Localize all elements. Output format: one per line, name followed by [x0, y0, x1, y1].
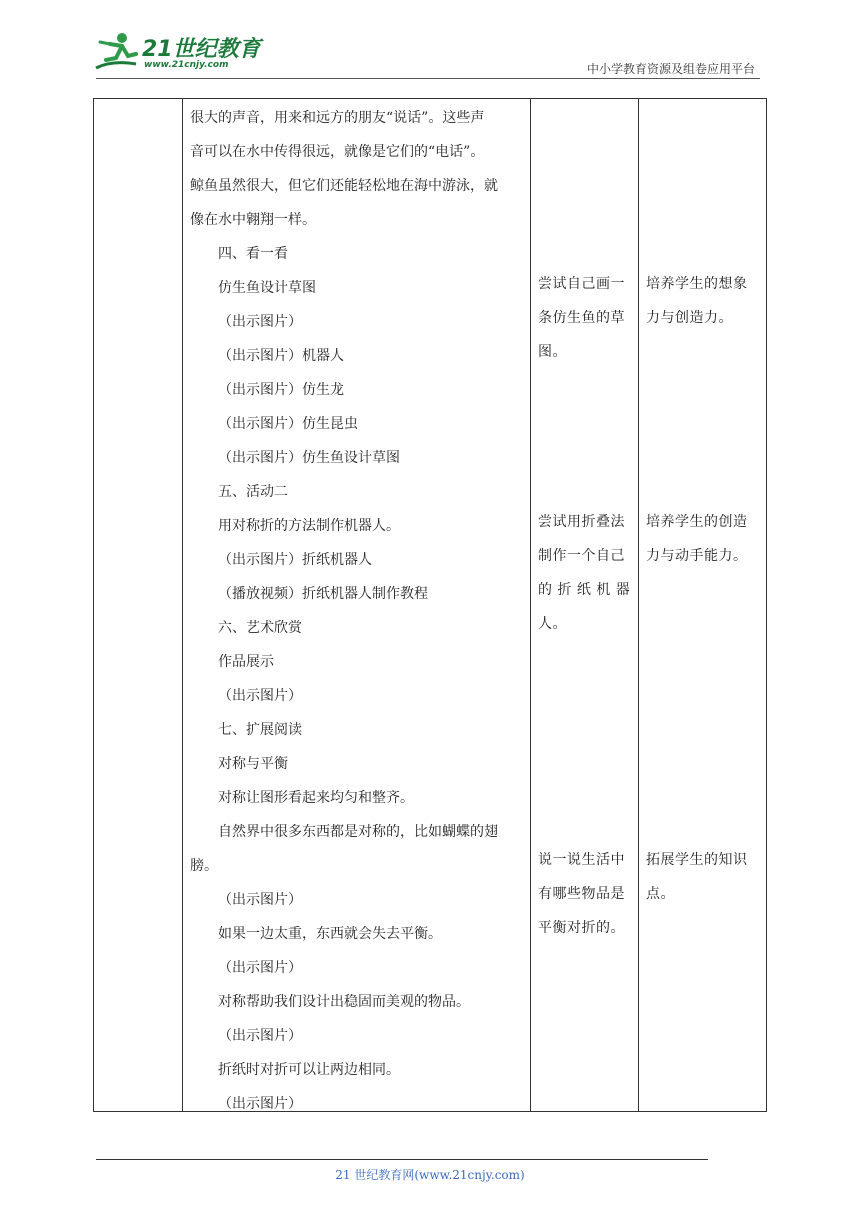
column-divider: [182, 99, 183, 1111]
process-line: （出示图片）: [218, 1028, 302, 1044]
process-line: （出示图片）: [218, 892, 302, 908]
process-line: （出示图片）: [218, 688, 302, 704]
design-intent-line: 培养学生的创造: [646, 514, 748, 530]
process-line: 膀。: [190, 858, 218, 874]
design-intent-line: 培养学生的想象: [646, 276, 748, 292]
process-line: 对称让图形看起来均匀和整齐。: [218, 790, 414, 806]
process-line: （出示图片）折纸机器人: [218, 552, 372, 568]
header-divider: [96, 78, 760, 79]
footer-divider: [96, 1159, 708, 1160]
process-line: 鲸鱼虽然很大，但它们还能轻松地在海中游泳，就: [190, 178, 498, 194]
process-line: 仿生鱼设计草图: [218, 280, 316, 296]
student-activity-line: 尝试自己画一: [538, 276, 625, 292]
student-activity-line: 有哪些物品是: [538, 886, 625, 902]
student-activity-line: 条仿生鱼的草: [538, 310, 625, 326]
student-activity-line: 尝试用折叠法: [538, 514, 625, 530]
page-header: [0, 0, 860, 80]
process-line: 四、看一看: [218, 246, 288, 262]
process-line: （出示图片）仿生鱼设计草图: [218, 450, 400, 466]
teaching-process-cell: [190, 101, 528, 1121]
process-line: （出示图片）: [218, 960, 302, 976]
process-line: 自然界中很多东西都是对称的，比如蝴蝶的翅: [218, 824, 498, 840]
process-line: 作品展示: [218, 654, 274, 670]
student-activity-line: 图。: [538, 344, 567, 360]
design-intent-cell: [646, 843, 764, 911]
process-line: 像在水中翱翔一样。: [190, 212, 316, 228]
process-line: 用对称折的方法制作机器人。: [218, 518, 400, 534]
design-intent-line: 拓展学生的知识: [646, 852, 748, 868]
design-intent-cell: [646, 505, 764, 573]
student-activity-line: 平衡对折的。: [538, 920, 625, 936]
design-intent-line: 力与创造力。: [646, 310, 733, 326]
column-divider: [638, 99, 639, 1111]
process-line: （出示图片）: [218, 314, 302, 330]
student-activity-line: 说一说生活中: [538, 852, 625, 868]
student-activity-line: 制作一个自己: [538, 548, 625, 564]
site-logo[interactable]: [92, 30, 262, 78]
process-line: （播放视频）折纸机器人制作教程: [218, 586, 428, 602]
lesson-table: [93, 98, 767, 1112]
student-activity-cell: [538, 267, 634, 369]
process-line: （出示图片）仿生昆虫: [218, 416, 358, 432]
design-intent-line: 力与动手能力。: [646, 548, 748, 564]
process-line: 很大的声音，用来和远方的朋友“说话”。这些声: [190, 110, 485, 126]
platform-name: 中小学教育资源及组卷应用平台: [586, 62, 755, 76]
process-line: 五、活动二: [218, 484, 288, 500]
design-intent-line: 点。: [646, 886, 675, 902]
process-line: （出示图片）: [218, 1096, 302, 1112]
footer-link[interactable]: 21 世纪教育网(www.21cnjy.com): [335, 1168, 525, 1182]
process-line: 对称与平衡: [218, 756, 288, 772]
student-activity-line: 人。: [538, 616, 567, 632]
process-line: 对称帮助我们设计出稳固而美观的物品。: [218, 994, 470, 1010]
student-activity-cell: [538, 505, 634, 641]
process-line: 七、扩展阅读: [218, 722, 302, 738]
student-activity-cell: [538, 843, 634, 945]
process-line: 六、艺术欣赏: [218, 620, 302, 636]
logo-text: 21世纪教育: [142, 37, 261, 62]
column-divider: [530, 99, 531, 1111]
student-activity-line: 的 折 纸 机 器: [538, 582, 631, 598]
runner-icon: [92, 30, 144, 74]
process-line: 折纸时对折可以让两边相同。: [218, 1062, 400, 1078]
process-line: 音可以在水中传得很远，就像是它们的“电话”。: [190, 144, 485, 160]
process-line: （出示图片）机器人: [218, 348, 344, 364]
logo-url: www.21cnjy.com: [144, 60, 229, 70]
process-line: 如果一边太重，东西就会失去平衡。: [218, 926, 442, 942]
process-line: （出示图片）仿生龙: [218, 382, 344, 398]
design-intent-cell: [646, 267, 764, 335]
